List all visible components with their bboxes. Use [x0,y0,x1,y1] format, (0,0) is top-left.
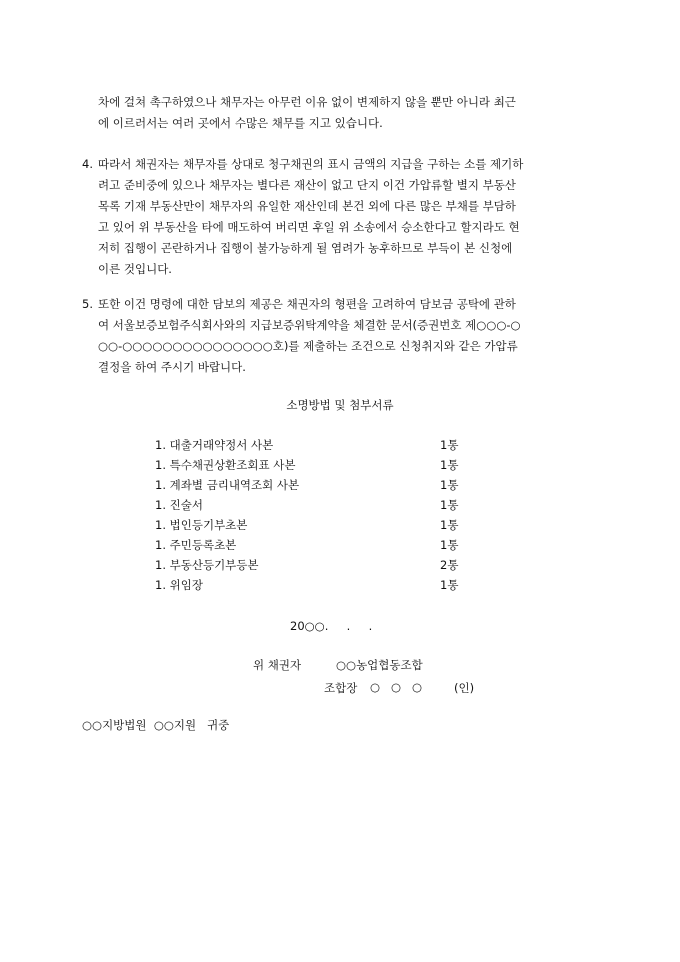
list-item [155,555,460,575]
paragraph-line: 이른 것입니다. [98,262,172,276]
court-addressee: ○○지방법원 ○○지원 귀중 [82,718,230,732]
chairman-name: ○ ○ ○ [370,680,423,694]
paragraph-line: 또한 이건 명령에 대한 담보의 제공은 채권자의 형편을 고려하여 담보금 공탁에 관하 [98,297,516,311]
continuation-paragraph [98,92,603,134]
attachment-name: 1. 특수채권상환조회표 사본 [155,458,296,472]
seal-mark: (인) [454,681,475,695]
chairman-label: 조합장 [324,681,358,695]
attachment-qty: 1통 [440,538,459,552]
paragraph-line: 려고 준비중에 있으나 채무자는 별다른 재산이 없고 단지 이건 가압류할 별지 부동산 [98,178,516,192]
list-item [155,535,460,555]
attachment-qty: 1통 [440,518,459,532]
attachment-qty: 1통 [440,578,459,592]
paragraph-line: 에 이르러서는 여러 곳에서 수많은 채무를 지고 있습니다. [98,116,383,130]
attachment-name: 1. 진술서 [155,498,203,512]
attachments-heading: 소명방법 및 첨부서류 [286,398,394,412]
item4-paragraph [98,154,603,280]
attachment-name: 1. 대출거래약정서 사본 [155,438,274,452]
attachment-name: 1. 위임장 [155,578,203,592]
attachment-name: 1. 계좌별 금리내역조회 사본 [155,478,300,492]
list-item [155,435,460,455]
item5-paragraph [98,294,603,378]
paragraph-line: 목록 기재 부동산만이 채무자의 유일한 재산인데 본건 외에 다른 많은 부채를 부담하 [98,199,516,213]
creditor-name: ○○농업협동조합 [336,658,423,672]
list-item [155,495,460,515]
attachment-qty: 1통 [440,498,459,512]
list-item [155,515,460,535]
attachment-qty: 2통 [440,558,459,572]
paragraph-line: 차에 걸쳐 촉구하였으나 채무자는 아무런 이유 없이 변제하지 않을 뿐만 아니라 최근 [98,95,516,109]
paragraph-line: 고 있어 위 부동산을 타에 매도하여 버리면 후일 위 소송에서 승소한다고 할지라도 현 [98,220,520,234]
item-number: 5. [82,297,93,311]
attachment-qty: 1통 [440,458,459,472]
attachment-qty: 1통 [440,478,459,492]
attachment-name: 1. 법인등기부초본 [155,518,248,532]
attachment-name: 1. 주민등록초본 [155,538,237,552]
paragraph-line: ○○-○○○○○○○○○○○○○○○호)를 제출하는 조건으로 신청취지와 같은 가압류 [98,339,518,353]
list-item [155,575,460,595]
list-item [155,455,460,475]
paragraph-line: 결정을 하여 주시기 바랍니다. [98,360,246,374]
attachments-list [155,435,460,595]
attachment-name: 1. 부동산등기부등본 [155,558,259,572]
document-date: 20○○. . . [290,619,373,633]
list-item [155,475,460,495]
paragraph-line: 저히 집행이 곤란하거나 집행이 불가능하게 될 염려가 농후하므로 부득이 본 신청에 [98,241,513,255]
paragraph-line: 여 서울보증보험주식회사와의 지급보증위탁계약을 체결한 문서(증권번호 제○○○-○ [98,318,521,332]
creditor-label: 위 채권자 [253,658,302,672]
paragraph-line: 따라서 채권자는 채무자를 상대로 청구채권의 표시 금액의 지급을 구하는 소를 제기하 [98,157,524,171]
attachment-qty: 1통 [440,438,459,452]
item-number: 4. [82,157,93,171]
